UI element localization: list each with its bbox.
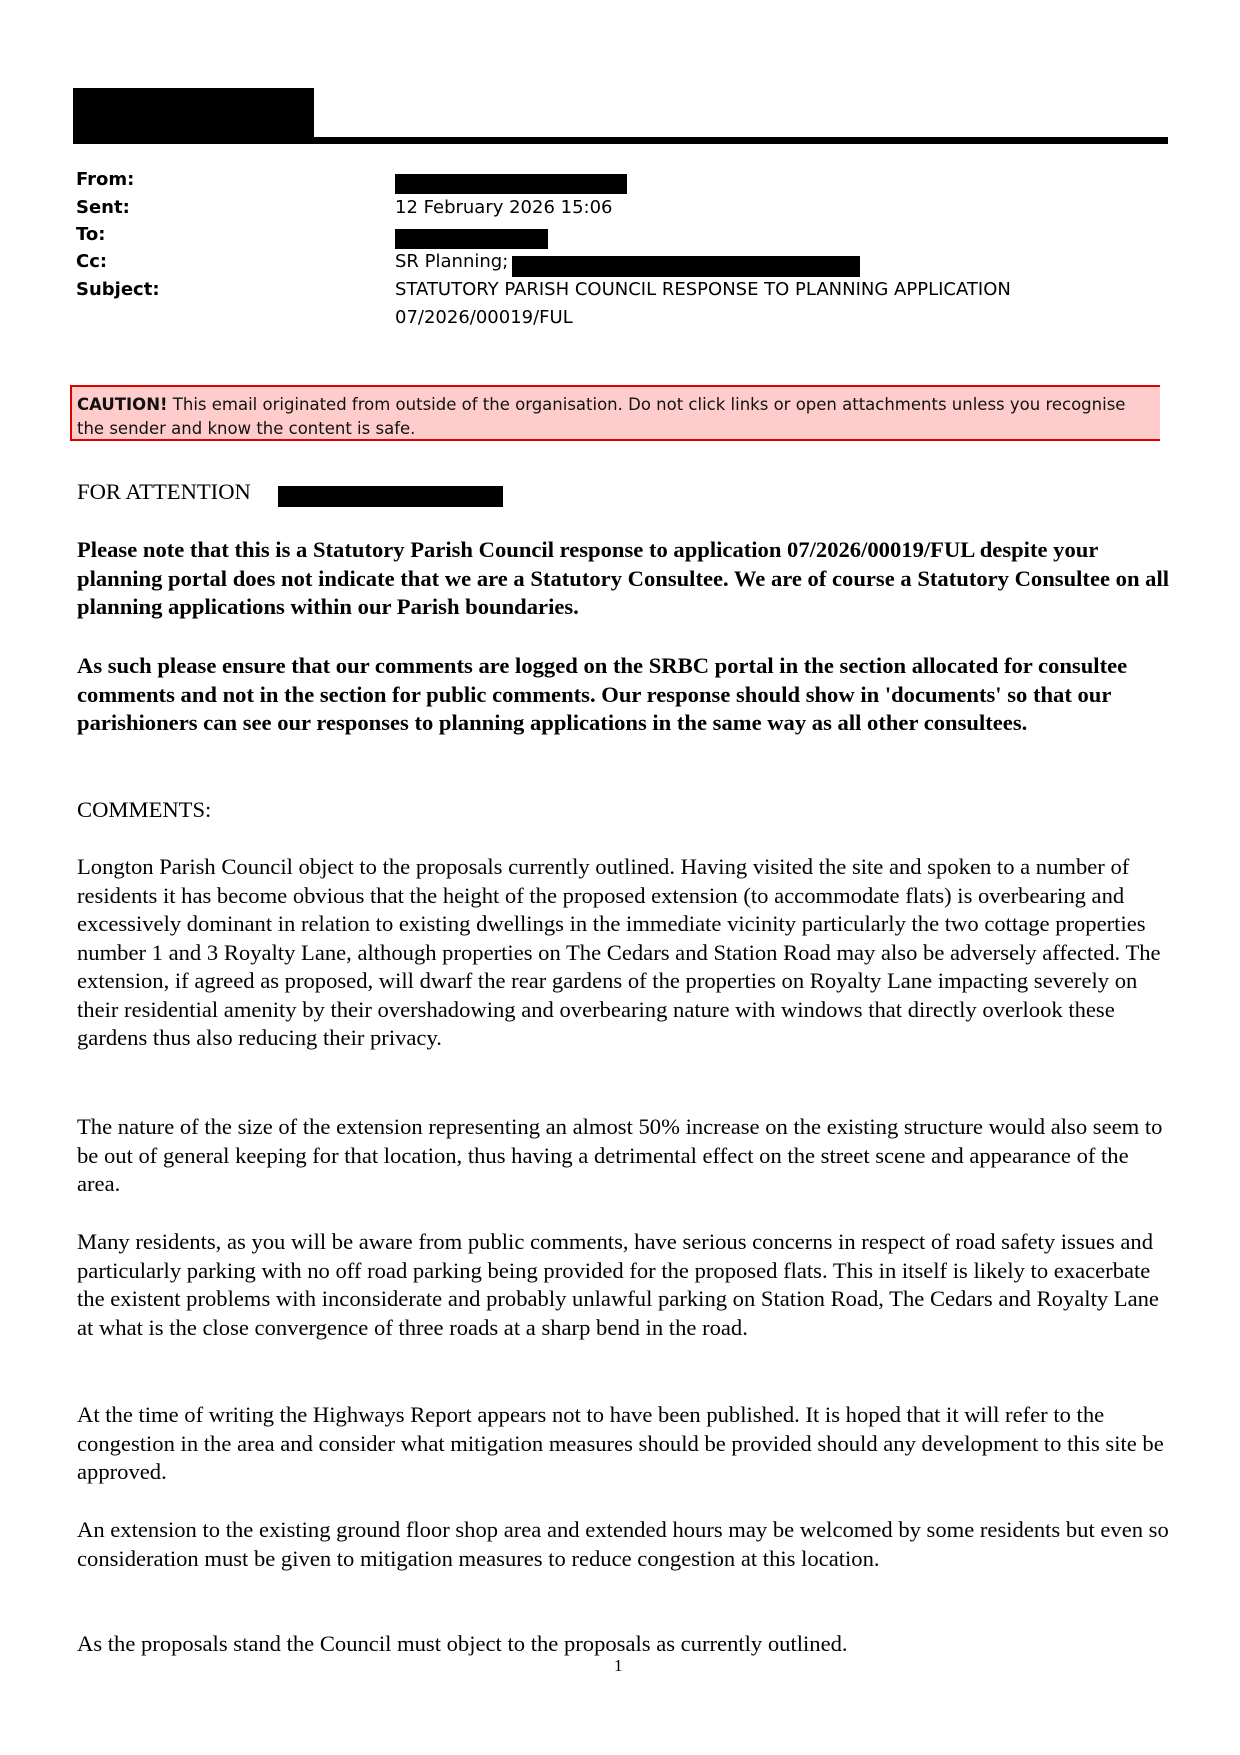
- from-label: From:: [76, 169, 135, 190]
- to-label: To:: [76, 224, 106, 245]
- caution-banner: [70, 385, 1160, 441]
- cc-value: SR Planning;: [395, 251, 509, 272]
- subject-line-1: STATUTORY PARISH COUNCIL RESPONSE TO PLANNING APPLICATION: [395, 279, 1011, 300]
- redacted-from-address: [395, 174, 627, 194]
- attention-line: FOR ATTENTION: [77, 479, 251, 504]
- comment-paragraph-1: Longton Parish Council object to the proposals currently outlined. Having visited the site and spoken to a number of residents it has become obvious that the height of the proposed extension (to accommodate flats) is overbearing and excessively dominant in relation to existing dwellings in the immediate vicinity particularly the two cottage properties number 1 and 3 Royalty Lane, although properties on The Cedars and Station Road may also be adversely affected. The extension, if agreed as proposed, will dwarf the rear gardens of the properties on Royalty Lane impacting severely on their residential amenity by their overshadowing and overbearing nature with windows that directly overlook these gardens thus also reducing their privacy.: [77, 854, 1161, 1050]
- comment-paragraph-3: Many residents, as you will be aware from public comments, have serious concerns in respect of road safety issues and particularly parking with no off road parking being provided for the proposed flats. This in itself is likely to exacerbate the existent problems with inconsiderate and probably unlawful parking on Station Road, The Cedars and Royalty Lane at what is the close convergence of three roads at a sharp bend in the road.: [77, 1229, 1159, 1340]
- page-number: 1: [614, 1656, 623, 1675]
- caution-label: CAUTION!: [77, 395, 168, 414]
- cc-label: Cc:: [76, 251, 108, 272]
- redacted-cc-address: [512, 256, 860, 277]
- comment-paragraph-6: As the proposals stand the Council must object to the proposals as currently outlined.: [77, 1631, 848, 1656]
- redacted-attention-name: [278, 486, 503, 507]
- sent-value: 12 February 2026 15:06: [395, 197, 613, 218]
- comment-paragraph-4: At the time of writing the Highways Report appears not to have been published. It is hoped that it will refer to the congestion in the area and consider what mitigation measures should be provided should any development to this site be approved.: [77, 1402, 1164, 1484]
- caution-text: This email originated from outside of the organisation. Do not click links or open attachments unless you recognise the sender and know the content is safe.: [77, 395, 1126, 438]
- portal-logging-paragraph: As such please ensure that our comments are logged on the SRBC portal in the section allocated for consultee comments and not in the section for public comments. Our response should show in 'documents' so that our parishioners can see our responses to planning applications in the same way as all other consultees.: [77, 653, 1128, 735]
- header-rule: [73, 137, 1168, 144]
- statutory-note-paragraph: Please note that this is a Statutory Parish Council response to application 07/2026/00019/FUL despite your planning portal does not indicate that we are a Statutory Consultee. We are of course a Statutory Consultee on all planning applications within our Parish boundaries.: [77, 537, 1170, 619]
- subject-line-2: 07/2026/00019/FUL: [395, 307, 573, 328]
- comment-paragraph-5: An extension to the existing ground floor shop area and extended hours may be welcomed by some residents but even so consideration must be given to mitigation measures to reduce congestion at this location.: [77, 1517, 1169, 1571]
- comment-paragraph-2: The nature of the size of the extension representing an almost 50% increase on the existing structure would also seem to be out of general keeping for that location, thus having a detrimental effect on the street scene and appearance of the area.: [77, 1114, 1163, 1196]
- subject-label: Subject:: [76, 279, 160, 300]
- sent-label: Sent:: [76, 197, 130, 218]
- redacted-sender-banner: [73, 88, 314, 140]
- comments-heading: COMMENTS:: [77, 797, 212, 822]
- redacted-to-address: [395, 229, 548, 249]
